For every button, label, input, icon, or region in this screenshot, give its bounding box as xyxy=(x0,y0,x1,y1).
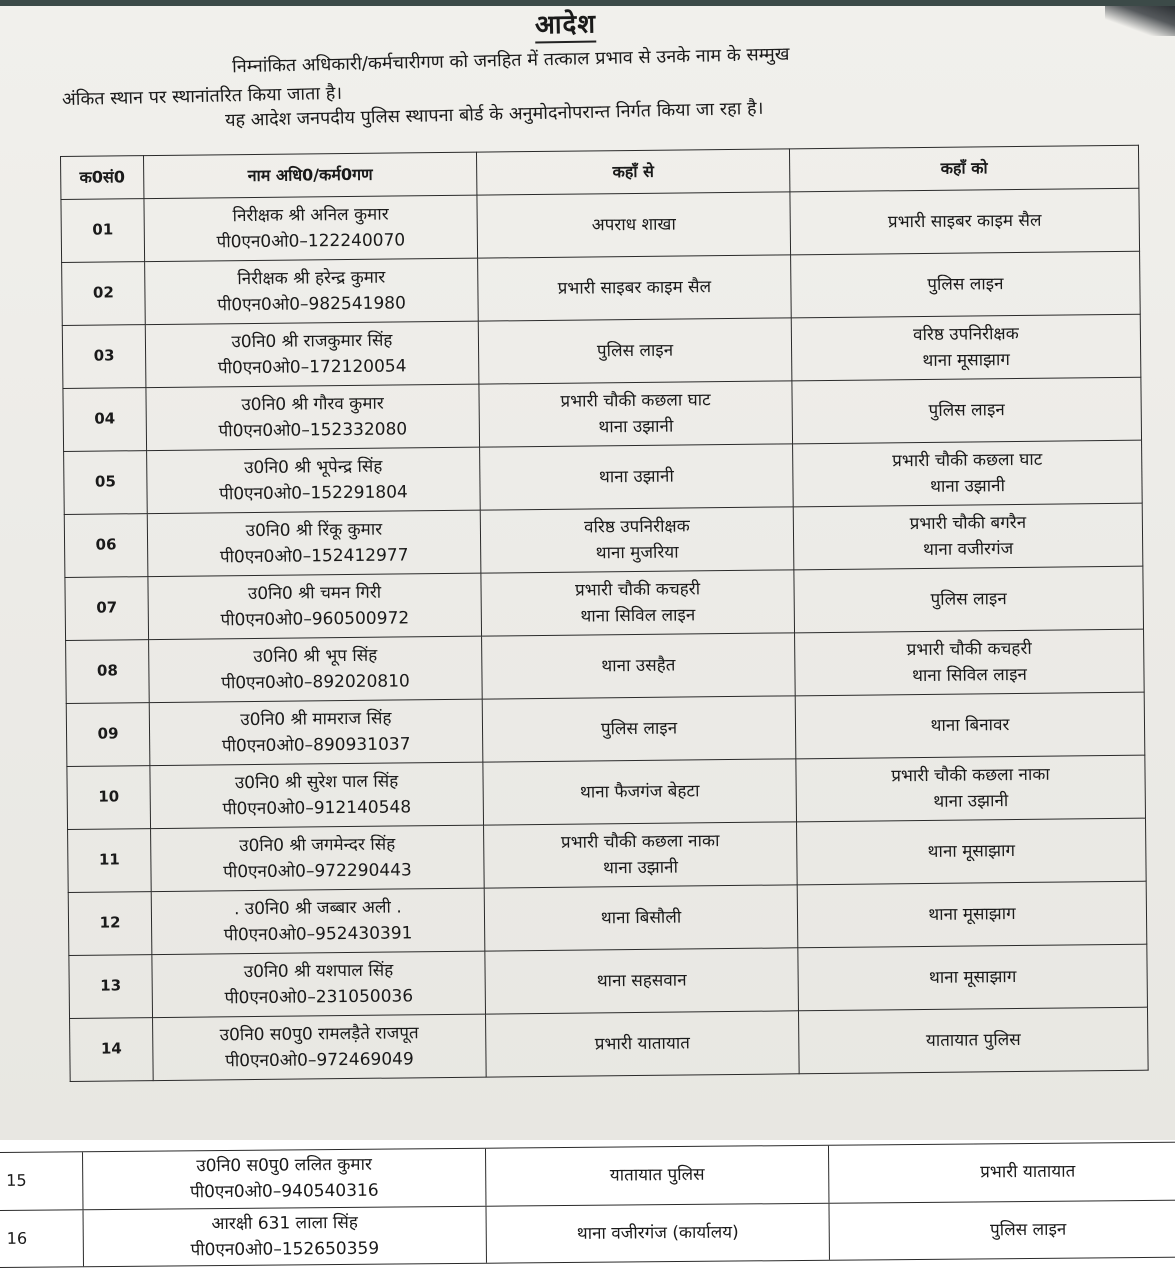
to-cell xyxy=(793,440,1143,507)
officer-cell xyxy=(145,321,479,387)
officer-name: उ0नि0 श्री भूपेन्द्र सिंह xyxy=(244,456,383,478)
to-line-2: थाना उझानी xyxy=(933,791,1009,812)
officer-cell xyxy=(149,699,483,765)
from-line-2: थाना उझानी xyxy=(598,416,674,438)
table-row xyxy=(61,188,1140,262)
to-cell xyxy=(828,1142,1175,1203)
to-cell xyxy=(795,692,1145,759)
to-line-2: थाना सिविल लाइन xyxy=(911,664,1028,687)
to-cell xyxy=(796,755,1146,822)
officer-cell xyxy=(151,825,485,891)
from-cell xyxy=(478,318,792,384)
from-line-1: प्रभारी चौकी कछला नाका xyxy=(560,830,720,853)
from-line-1: प्रभारी चौकी कछला घाट xyxy=(560,389,711,412)
serial-cell: 16 xyxy=(0,1209,84,1267)
table-row xyxy=(70,1007,1149,1081)
to-line-1: थाना मूसाझाग xyxy=(928,903,1016,925)
to-line-1: प्रभारी चौकी कछला नाका xyxy=(891,764,1050,786)
to-cell xyxy=(798,1007,1148,1074)
officer-name: उ0नि0 श्री जगमेन्दर सिंह xyxy=(239,834,396,856)
officer-name: उ0नि0 श्री रिंकू कुमार xyxy=(245,519,383,541)
to-line-1: थाना बिनावर xyxy=(930,714,1010,736)
officer-pno: पी0एन0ओ0–152412977 xyxy=(219,545,409,568)
from-cell xyxy=(485,948,799,1014)
from-cell xyxy=(486,1203,829,1264)
serial-cell: 12 xyxy=(68,892,152,956)
officer-cell xyxy=(83,1148,486,1209)
officer-name: . उ0नि0 श्री जब्बार अली . xyxy=(233,897,402,919)
serial-cell: 11 xyxy=(68,829,152,893)
table-row xyxy=(66,629,1145,703)
officer-pno: पी0एन0ओ0–982541980 xyxy=(217,293,406,316)
table-row xyxy=(0,1199,1175,1267)
officer-cell xyxy=(153,1014,487,1080)
officer-pno: पी0एन0ओ0–152332080 xyxy=(218,419,408,442)
to-cell xyxy=(791,251,1141,318)
to-cell xyxy=(795,629,1145,696)
table-row xyxy=(64,503,1143,577)
serial-cell: 10 xyxy=(67,766,151,830)
to-line-1: यातायात पुलिस xyxy=(925,1029,1021,1051)
from-cell xyxy=(484,822,798,888)
officer-cell xyxy=(147,510,481,576)
to-line-1: पुलिस लाइन xyxy=(930,588,1007,610)
officer-pno: पी0एन0ओ0–940540316 xyxy=(189,1181,379,1203)
officer-pno: पी0एन0ओ0–952430391 xyxy=(223,923,413,946)
serial-cell: 03 xyxy=(62,325,146,389)
document-page xyxy=(0,6,1175,1140)
to-cell xyxy=(793,503,1143,570)
to-line-1: पुलिस लाइन xyxy=(927,273,1004,295)
from-line-2: थाना उझानी xyxy=(602,857,679,879)
officer-name: उ0नि0 श्री भूप सिंह xyxy=(253,645,378,667)
from-cell xyxy=(478,255,792,321)
table-row xyxy=(63,377,1142,451)
to-cell xyxy=(794,566,1144,633)
from-line-1: यातायात पुलिस xyxy=(609,1164,705,1186)
to-line-1: थाना मूसाझाग xyxy=(927,840,1016,862)
officer-pno: पी0एन0ओ0–972469049 xyxy=(225,1049,414,1072)
table-row xyxy=(0,1142,1175,1210)
table-row xyxy=(62,251,1141,325)
header-serial: क0सं0 xyxy=(61,156,144,200)
from-cell xyxy=(484,885,798,951)
officer-cell xyxy=(152,951,486,1017)
to-cell xyxy=(798,944,1148,1011)
from-cell xyxy=(482,696,796,762)
to-cell xyxy=(829,1199,1175,1260)
officer-pno: पी0एन0ओ0–972290443 xyxy=(223,860,412,883)
officer-cell xyxy=(148,573,482,639)
from-line-1: अपराध शाखा xyxy=(591,214,676,236)
header-name: नाम अधि0/कर्म0गण xyxy=(144,152,477,198)
to-line-1: वरिष्ठ उपनिरीक्षक xyxy=(912,323,1019,345)
officer-name: उ0नि0 श्री सुरेश पाल सिंह xyxy=(234,771,399,793)
intro-line-2: अंकित स्थान पर स्थानांतरित किया जाता है। xyxy=(61,82,343,111)
serial-cell: 02 xyxy=(62,262,146,326)
serial-cell: 05 xyxy=(64,451,148,515)
from-line-1: प्रभारी साइबर काइम सैल xyxy=(557,277,712,299)
header-to: कहाँ को xyxy=(789,145,1138,192)
to-line-1: पुलिस लाइन xyxy=(928,399,1005,421)
serial-cell: 08 xyxy=(66,640,150,704)
table-row xyxy=(67,755,1146,829)
order-title: आदेश xyxy=(535,9,597,43)
to-line-1: प्रभारी चौकी कछला घाट xyxy=(892,449,1043,471)
from-line-1: थाना उझानी xyxy=(598,466,674,488)
serial-cell: 01 xyxy=(61,199,145,263)
officer-name: उ0नि0 श्री मामराज सिंह xyxy=(240,708,392,730)
officer-pno: पी0एन0ओ0–912140548 xyxy=(222,797,412,820)
from-cell xyxy=(486,1011,800,1077)
to-cell xyxy=(792,377,1142,444)
header-from: कहाँ से xyxy=(476,149,789,195)
table-row xyxy=(69,944,1148,1018)
officer-name: निरीक्षक श्री अनिल कुमार xyxy=(232,204,389,226)
officer-cell xyxy=(147,447,481,513)
to-line-2: थाना वजीरगंज xyxy=(923,539,1014,560)
officer-name: निरीक्षक श्री हरेन्द्र कुमार xyxy=(237,267,386,289)
transfer-table-continued xyxy=(0,1141,1175,1268)
officer-cell xyxy=(144,195,478,261)
table-row xyxy=(68,881,1147,955)
officer-name: उ0नि0 श्री यशपाल सिंह xyxy=(243,960,394,982)
to-cell xyxy=(797,818,1147,885)
from-line-1: पुलिस लाइन xyxy=(596,340,674,362)
table-row xyxy=(66,692,1145,766)
serial-cell: 06 xyxy=(64,514,148,578)
from-cell xyxy=(482,633,796,699)
from-cell xyxy=(483,759,797,825)
from-line-1: थाना सहसवान xyxy=(596,970,687,992)
to-cell xyxy=(791,314,1141,381)
from-cell xyxy=(481,570,795,636)
serial-cell: 09 xyxy=(66,703,150,767)
officer-pno: पी0एन0ओ0–231050036 xyxy=(224,986,414,1009)
to-line-2: थाना उझानी xyxy=(929,476,1006,497)
to-cell xyxy=(790,188,1140,255)
to-cell xyxy=(797,881,1147,948)
officer-pno: पी0एन0ओ0–172120054 xyxy=(217,356,407,379)
table-row xyxy=(62,314,1141,388)
to-line-1: प्रभारी चौकी कचहरी xyxy=(906,638,1032,660)
from-line-1: वरिष्ठ उपनिरीक्षक xyxy=(583,516,690,538)
from-line-1: प्रभारी यातायात xyxy=(594,1033,690,1055)
from-line-1: थाना बिसौली xyxy=(600,907,682,929)
officer-cell xyxy=(149,636,483,702)
table-row xyxy=(64,440,1143,514)
serial-cell: 13 xyxy=(69,955,153,1019)
officer-name: उ0नि0 स0पु0 ललित कुमार xyxy=(196,1154,372,1177)
serial-cell: 04 xyxy=(63,388,147,452)
from-cell xyxy=(480,444,794,510)
serial-cell: 14 xyxy=(70,1018,154,1082)
to-line-1: प्रभारी चौकी बगरैन xyxy=(909,512,1027,534)
officer-pno: पी0एन0ओ0–890931037 xyxy=(221,734,411,757)
officer-name: उ0नि0 श्री चमन गिरी xyxy=(247,582,382,604)
intro-line-3: यह आदेश जनपदीय पुलिस स्थापना बोर्ड के अनुमोदनोपरान्त निर्गत किया जा रहा है। xyxy=(224,97,764,132)
from-line-1: थाना वजीरगंज (कार्यालय) xyxy=(576,1222,739,1244)
from-cell xyxy=(485,1145,828,1206)
officer-cell xyxy=(150,762,484,828)
officer-name: उ0नि0 श्री गौरव कुमार xyxy=(241,393,384,415)
to-line-1: प्रभारी साइबर काइम सैल xyxy=(887,210,1042,233)
officer-name: उ0नि0 श्री राजकुमार सिंह xyxy=(231,330,393,352)
to-line-2: थाना मूसाझाग xyxy=(922,350,1010,371)
serial-cell: 15 xyxy=(0,1152,83,1210)
officer-name: आरक्षी 631 लाला सिंह xyxy=(211,1212,358,1234)
from-cell xyxy=(477,192,791,258)
intro-line-1: निम्नांकित अधिकारी/कर्मचारीगण को जनहित में तत्काल प्रभाव से उनके नाम के सम्मुख xyxy=(231,43,790,78)
serial-cell: 07 xyxy=(65,577,149,641)
from-line-1: थाना उसहैत xyxy=(601,655,676,677)
to-line-1: पुलिस लाइन xyxy=(990,1219,1067,1241)
officer-pno: पी0एन0ओ0–960500972 xyxy=(220,608,410,631)
officer-pno: पी0एन0ओ0–152650359 xyxy=(190,1238,380,1261)
from-cell xyxy=(480,507,794,573)
to-line-1: प्रभारी यातायात xyxy=(980,1161,1076,1183)
officer-name: उ0नि0 स0पु0 रामलड़ैते राजपूत xyxy=(219,1022,419,1046)
from-line-2: थाना सिविल लाइन xyxy=(580,605,696,627)
from-line-1: प्रभारी चौकी कचहरी xyxy=(574,578,701,601)
table-row xyxy=(65,566,1144,640)
page-corner-shadow xyxy=(1105,6,1175,36)
to-line-1: थाना मूसाझाग xyxy=(928,966,1017,988)
from-line-2: थाना मुजरिया xyxy=(595,542,679,564)
from-cell xyxy=(479,381,793,447)
from-line-1: थाना फैजगंज बेहटा xyxy=(579,781,700,803)
officer-cell xyxy=(145,258,479,324)
officer-pno: पी0एन0ओ0–152291804 xyxy=(219,482,408,505)
officer-pno: पी0एन0ओ0–122240070 xyxy=(216,230,406,253)
officer-pno: पी0एन0ओ0–892020810 xyxy=(221,671,410,694)
transfer-table xyxy=(60,145,1149,1082)
from-line-1: पुलिस लाइन xyxy=(600,718,678,740)
lower-strip xyxy=(0,1140,1175,1280)
table-row xyxy=(68,818,1147,892)
officer-cell xyxy=(151,888,485,954)
officer-cell xyxy=(83,1206,486,1267)
officer-cell xyxy=(146,384,480,450)
